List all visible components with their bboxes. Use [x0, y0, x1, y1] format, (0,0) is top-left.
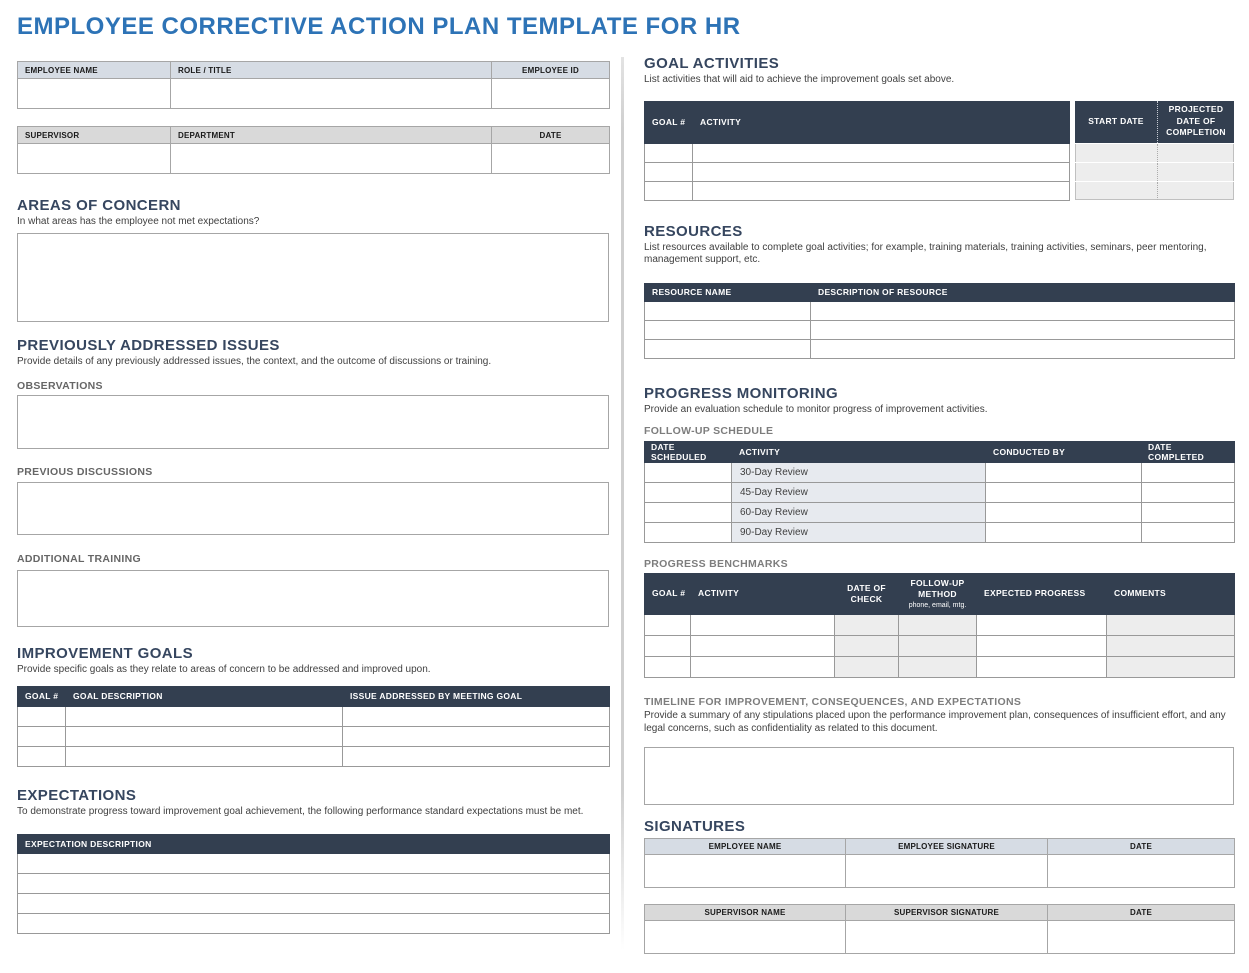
additional-training-label: ADDITIONAL TRAINING — [17, 553, 141, 565]
conducted-by-cell[interactable] — [986, 463, 1142, 483]
table-row — [645, 657, 1235, 678]
expectation-cell[interactable] — [18, 854, 610, 874]
supervisor-cell[interactable] — [18, 144, 171, 174]
goal-activities-heading: GOAL ACTIVITIES — [644, 55, 780, 72]
supervisor-signature-table — [644, 904, 1235, 954]
expectation-description-header: EXPECTATION DESCRIPTION — [18, 835, 610, 854]
date-cell[interactable] — [492, 144, 610, 174]
conducted-by-cell[interactable] — [986, 523, 1142, 543]
goal-number-header: GOAL # — [18, 686, 66, 706]
expected-progress-cell[interactable] — [977, 615, 1107, 636]
date-completed-cell[interactable] — [1142, 483, 1235, 503]
start-date-cell[interactable] — [1075, 182, 1157, 200]
observations-input[interactable] — [17, 395, 609, 449]
issue-addressed-cell[interactable] — [343, 726, 610, 746]
previous-discussions-input[interactable] — [17, 482, 609, 535]
follow-up-method-note: phone, email, mtg. — [908, 601, 967, 609]
date-of-check-header: DATE OF CHECK — [835, 574, 899, 615]
ga-goal-number-cell[interactable] — [645, 181, 693, 200]
issue-addressed-cell[interactable] — [343, 746, 610, 766]
progress-monitoring-description: Provide an evaluation schedule to monitor progress of improvement activities. — [644, 403, 988, 415]
date-of-check-cell[interactable] — [835, 636, 899, 657]
date-scheduled-header: DATE SCHEDULED — [645, 442, 732, 463]
supervisor-signature-cell[interactable] — [846, 921, 1048, 954]
expectations-table — [17, 834, 610, 934]
goal-activities-table — [644, 101, 1234, 201]
projected-completion-cell[interactable] — [1157, 182, 1234, 200]
conducted-by-header: CONDUCTED BY — [986, 442, 1142, 463]
expectations-heading: EXPECTATIONS — [17, 786, 137, 804]
pb-activity-cell[interactable] — [691, 615, 835, 636]
improvement-goals-table — [17, 686, 610, 767]
supervisor-header: SUPERVISOR — [18, 127, 171, 144]
goal-activities-description: List activities that will aid to achieve the improvement goals set above. — [644, 74, 955, 85]
follow-up-schedule-label: FOLLOW-UP SCHEDULE — [644, 425, 774, 437]
table-row — [18, 746, 610, 766]
previously-addressed-heading: PREVIOUSLY ADDRESSED ISSUES — [17, 336, 280, 354]
table-row — [18, 894, 610, 914]
sig-supervisor-date-cell[interactable] — [1048, 921, 1235, 954]
employee-id-header: EMPLOYEE ID — [492, 62, 610, 79]
ga-activity-cell[interactable] — [693, 181, 1070, 200]
resource-name-cell[interactable] — [645, 320, 811, 339]
goal-number-cell[interactable] — [18, 726, 66, 746]
ga-goal-number-cell[interactable] — [645, 162, 693, 181]
ga-activity-cell[interactable] — [693, 162, 1070, 181]
sig-employee-date-header: DATE — [1048, 839, 1235, 855]
table-row — [18, 726, 610, 746]
ga-activity-cell[interactable] — [693, 143, 1070, 162]
date-scheduled-cell[interactable] — [645, 463, 732, 483]
review-activity-cell[interactable]: 60-Day Review — [732, 503, 986, 523]
date-of-check-cell[interactable] — [835, 615, 899, 636]
date-header: DATE — [492, 127, 610, 144]
expected-progress-cell[interactable] — [977, 636, 1107, 657]
follow-up-schedule-table — [644, 441, 1235, 543]
conducted-by-cell[interactable] — [986, 503, 1142, 523]
goal-description-cell[interactable] — [66, 746, 343, 766]
resource-description-cell[interactable] — [811, 301, 1235, 320]
sig-employee-name-cell[interactable] — [645, 855, 846, 888]
projected-completion-cell[interactable] — [1157, 144, 1234, 162]
resource-name-header: RESOURCE NAME — [645, 283, 811, 301]
goal-activities-dates — [1075, 101, 1234, 201]
date-completed-cell[interactable] — [1142, 523, 1235, 543]
table-row — [1075, 143, 1234, 162]
table-row — [645, 636, 1235, 657]
resource-name-cell[interactable] — [645, 301, 811, 320]
date-scheduled-cell[interactable] — [645, 503, 732, 523]
signatures-heading: SIGNATURES — [644, 818, 746, 835]
table-row — [645, 463, 1235, 483]
pb-goal-number-cell[interactable] — [645, 615, 691, 636]
date-scheduled-cell[interactable] — [645, 483, 732, 503]
department-cell[interactable] — [171, 144, 492, 174]
supervisor-info-table — [17, 126, 610, 174]
areas-of-concern-input[interactable] — [17, 233, 609, 322]
table-row — [18, 914, 610, 934]
review-activity-cell[interactable]: 45-Day Review — [732, 483, 986, 503]
sig-supervisor-date-header: DATE — [1048, 905, 1235, 921]
pb-activity-cell[interactable] — [691, 636, 835, 657]
sig-employee-date-cell[interactable] — [1048, 855, 1235, 888]
table-row — [645, 162, 1070, 181]
improvement-goals-heading: IMPROVEMENT GOALS — [17, 645, 193, 662]
table-row — [645, 615, 1235, 636]
follow-up-method-cell[interactable] — [899, 615, 977, 636]
sig-employee-name-header: EMPLOYEE NAME — [645, 839, 846, 855]
table-row — [645, 143, 1070, 162]
right-column — [644, 0, 1234, 954]
previously-addressed-description: Provide details of any previously addressed issues, the context, and the outcome of discussions or training. — [17, 355, 492, 367]
follow-up-method-title: FOLLOW-UP METHOD — [910, 578, 965, 600]
timeline-label: TIMELINE FOR IMPROVEMENT, CONSEQUENCES, AND EXPECTATIONS — [644, 696, 1022, 708]
ga-goal-number-header: GOAL # — [645, 101, 693, 143]
employee-signature-cell[interactable] — [846, 855, 1048, 888]
date-completed-cell[interactable] — [1142, 503, 1235, 523]
date-completed-header: DATE COMPLETED — [1142, 442, 1235, 463]
comments-cell[interactable] — [1107, 657, 1235, 678]
conducted-by-cell[interactable] — [986, 483, 1142, 503]
progress-monitoring-heading: PROGRESS MONITORING — [644, 384, 839, 402]
goal-activities-main — [644, 101, 1070, 201]
employee-signature-header: EMPLOYEE SIGNATURE — [846, 839, 1048, 855]
date-completed-cell[interactable] — [1142, 463, 1235, 483]
progress-benchmarks-table — [644, 573, 1235, 678]
areas-of-concern-description: In what areas has the employee not met expectations? — [17, 216, 260, 227]
review-activity-cell[interactable]: 90-Day Review — [732, 523, 986, 543]
table-row — [645, 523, 1235, 543]
expected-progress-header: EXPECTED PROGRESS — [977, 574, 1107, 615]
table-row — [645, 181, 1070, 200]
goal-number-cell[interactable] — [18, 746, 66, 766]
employee-name-header: EMPLOYEE NAME — [18, 62, 171, 79]
pb-activity-header: ACTIVITY — [691, 574, 835, 615]
follow-up-method-header — [899, 574, 977, 615]
expectation-cell[interactable] — [18, 894, 610, 914]
employee-signature-table — [644, 838, 1235, 888]
observations-label: OBSERVATIONS — [17, 380, 103, 392]
sig-supervisor-name-header: SUPERVISOR NAME — [645, 905, 846, 921]
ga-goal-number-cell[interactable] — [645, 143, 693, 162]
page-title: EMPLOYEE CORRECTIVE ACTION PLAN TEMPLATE FOR HR — [17, 13, 741, 40]
pb-goal-number-cell[interactable] — [645, 636, 691, 657]
comments-cell[interactable] — [1107, 636, 1235, 657]
table-row — [645, 301, 1235, 320]
issue-addressed-cell[interactable] — [343, 706, 610, 726]
table-row — [18, 874, 610, 894]
table-row — [18, 706, 610, 726]
table-row — [645, 503, 1235, 523]
improvement-goals-description: Provide specific goals as they relate to areas of concern to be addressed and improved upon. — [17, 664, 431, 675]
table-row — [645, 339, 1235, 358]
date-scheduled-cell[interactable] — [645, 523, 732, 543]
start-date-cell[interactable] — [1075, 144, 1157, 162]
pb-goal-number-header: GOAL # — [645, 574, 691, 615]
timeline-description: Provide a summary of any stipulations placed upon the performance improvement plan, consequences of insufficient effort, and any legal concerns, such as confidentiality as related to this document. — [644, 710, 1226, 734]
table-row — [645, 921, 1235, 954]
issue-addressed-header: ISSUE ADDRESSED BY MEETING GOAL — [343, 686, 610, 706]
resource-description-cell[interactable] — [811, 320, 1235, 339]
comments-header: COMMENTS — [1107, 574, 1235, 615]
department-header: DEPARTMENT — [171, 127, 492, 144]
table-row — [18, 854, 610, 874]
role-title-header: ROLE / TITLE — [171, 62, 492, 79]
resource-name-cell[interactable] — [645, 339, 811, 358]
expectation-cell[interactable] — [18, 914, 610, 934]
table-row — [1075, 181, 1234, 200]
follow-up-method-cell[interactable] — [899, 657, 977, 678]
goal-description-cell[interactable] — [66, 706, 343, 726]
pb-goal-number-cell[interactable] — [645, 657, 691, 678]
follow-up-method-cell[interactable] — [899, 636, 977, 657]
sig-supervisor-name-cell[interactable] — [645, 921, 846, 954]
resources-table — [644, 283, 1235, 359]
start-date-header: START DATE — [1075, 101, 1157, 143]
table-row — [1075, 162, 1234, 181]
employee-name-cell[interactable] — [18, 79, 171, 109]
resources-description: List resources available to complete goal activities; for example, training materials, training activities, seminars, peer mentoring, management support, etc. — [644, 241, 1207, 265]
progress-benchmarks-label: PROGRESS BENCHMARKS — [644, 558, 788, 570]
goal-number-cell[interactable] — [18, 706, 66, 726]
goal-description-header: GOAL DESCRIPTION — [66, 686, 343, 706]
timeline-input[interactable] — [644, 747, 1234, 805]
date-of-check-cell[interactable] — [835, 657, 899, 678]
resource-description-header: DESCRIPTION OF RESOURCE — [811, 283, 1235, 301]
employee-id-cell[interactable] — [492, 79, 610, 109]
areas-of-concern-heading: AREAS OF CONCERN — [17, 197, 181, 214]
role-title-cell[interactable] — [171, 79, 492, 109]
start-date-cell[interactable] — [1075, 163, 1157, 181]
previous-discussions-label: PREVIOUS DISCUSSIONS — [17, 466, 153, 478]
table-row — [645, 320, 1235, 339]
pb-activity-cell[interactable] — [691, 657, 835, 678]
table-row — [645, 855, 1235, 888]
review-activity-cell[interactable]: 30-Day Review — [732, 463, 986, 483]
goal-description-cell[interactable] — [66, 726, 343, 746]
ga-activity-header: ACTIVITY — [693, 101, 1070, 143]
table-row — [645, 483, 1235, 503]
fus-activity-header: ACTIVITY — [732, 442, 986, 463]
projected-completion-header: PROJECTED DATE OF COMPLETION — [1157, 101, 1234, 143]
column-divider — [621, 57, 624, 950]
resource-description-cell[interactable] — [811, 339, 1235, 358]
projected-completion-cell[interactable] — [1157, 163, 1234, 181]
expectations-description: To demonstrate progress toward improvement goal achievement, the following performance standard expectations must be met. — [17, 805, 584, 817]
employee-info-table — [17, 61, 610, 109]
expectation-cell[interactable] — [18, 874, 610, 894]
supervisor-signature-header: SUPERVISOR SIGNATURE — [846, 905, 1048, 921]
expected-progress-cell[interactable] — [977, 657, 1107, 678]
resources-heading: RESOURCES — [644, 222, 743, 240]
additional-training-input[interactable] — [17, 570, 609, 627]
comments-cell[interactable] — [1107, 615, 1235, 636]
